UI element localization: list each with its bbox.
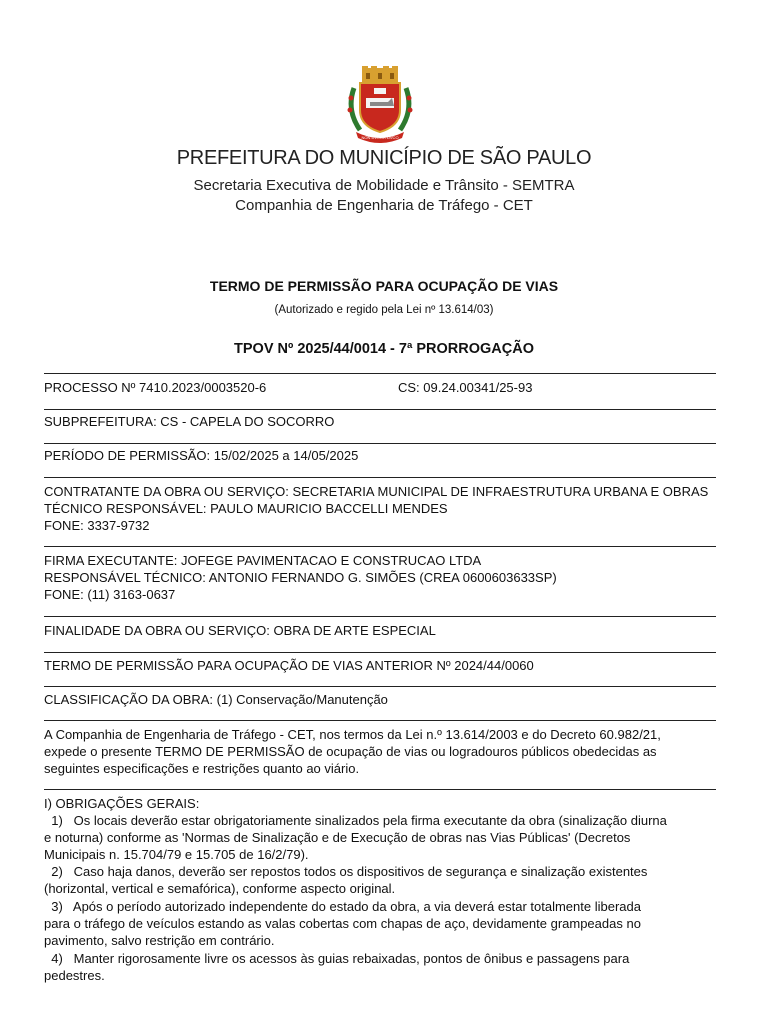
responsavel-tecnico-field: RESPONSÁVEL TÉCNICO: ANTONIO FERNANDO G. SIMÕES (CREA 0600603633SP): [44, 570, 557, 585]
contratante-field: CONTRATANTE DA OBRA OU SERVIÇO: SECRETARIA MUNICIPAL DE INFRAESTRUTURA URBANA E OBRAS: [44, 484, 709, 499]
header-subtitle-cet: Companhia de Engenharia de Tráfego - CET: [235, 197, 533, 214]
crest-motto: NON DVCOR DVCO: [361, 135, 399, 140]
obligations-heading: I) OBRIGAÇÕES GERAIS:: [44, 796, 200, 811]
fone-firma-field: FONE: (11) 3163-0637: [44, 587, 176, 602]
separator: [44, 616, 716, 617]
obligation-line: para o tráfego de veículos estando as valas cobertas com chapas de aço, devidamente grampeadas no: [44, 916, 641, 931]
obligation-line: pedestres.: [44, 968, 105, 983]
fone-contratante-field: FONE: 3337-9732: [44, 518, 150, 533]
obligation-line: Municipais n. 15.704/79 e 15.705 de 16/2/79).: [44, 847, 309, 862]
intro-line: expede o presente TERMO DE PERMISSÃO de ocupação de vias ou logradouros públicos obedecidas as: [44, 744, 657, 759]
header-title: PREFEITURA DO MUNICÍPIO DE SÃO PAULO: [176, 147, 592, 169]
separator: [44, 686, 716, 687]
separator: [44, 373, 716, 374]
intro-line: seguintes especificações e restrições quanto ao viário.: [44, 761, 360, 776]
obligation-line: 4) Manter rigorosamente livre os acessos às guias rebaixadas, pontos de ônibus e passagens para: [44, 951, 630, 966]
obligation-line: (horizontal, vertical e semafórica), conforme aspecto original.: [44, 881, 396, 896]
tpov-number: TPOV Nº 2025/44/0014 - 7ª PRORROGAÇÃO: [234, 341, 534, 357]
obligation-line: 3) Após o período autorizado independente do estado da obra, a via deverá estar totalmente liberada: [44, 899, 641, 914]
header-subtitle-semtra: Secretaria Executiva de Mobilidade e Trânsito - SEMTRA: [193, 177, 575, 194]
obligation-line: pavimento, salvo restrição em contrário.: [44, 933, 275, 948]
processo-field: PROCESSO Nº 7410.2023/0003520-6: [44, 380, 267, 395]
cs-field: CS: 09.24.00341/25-93: [398, 380, 533, 395]
separator: [44, 789, 716, 790]
separator: [44, 409, 716, 410]
separator: [44, 477, 716, 478]
periodo-field: PERÍODO DE PERMISSÃO: 15/02/2025 a 14/05/2025: [44, 448, 359, 463]
sao-paulo-coat-of-arms-icon: [344, 66, 416, 144]
obligation-line: 2) Caso haja danos, deverão ser repostos todos os dispositivos de segurança e sinalização existentes: [44, 864, 648, 879]
intro-line: A Companhia de Engenharia de Tráfego - CET, nos termos da Lei n.º 13.614/2003 e do Decreto 60.982/21,: [44, 727, 661, 742]
separator: [44, 652, 716, 653]
subprefeitura-field: SUBPREFEITURA: CS - CAPELA DO SOCORRO: [44, 414, 335, 429]
separator: [44, 546, 716, 547]
obligation-line: 1) Os locais deverão estar obrigatoriamente sinalizados pela firma executante da obra (sinalização diurna: [44, 813, 667, 828]
obligation-line: e noturna) conforme as 'Normas de Sinalização e de Execução de obras nas Vias Públicas' (Decretos: [44, 830, 631, 845]
document-title: TERMO DE PERMISSÃO PARA OCUPAÇÃO DE VIAS: [209, 278, 559, 294]
legal-note: (Autorizado e regido pela Lei nº 13.614/03): [274, 304, 494, 316]
termo-anterior-field: TERMO DE PERMISSÃO PARA OCUPAÇÃO DE VIAS ANTERIOR Nº 2024/44/0060: [44, 658, 534, 673]
classificacao-field: CLASSIFICAÇÃO DA OBRA: (1) Conservação/Manutenção: [44, 692, 388, 707]
finalidade-field: FINALIDADE DA OBRA OU SERVIÇO: OBRA DE ARTE ESPECIAL: [44, 623, 436, 638]
tecnico-responsavel-field: TÉCNICO RESPONSÁVEL: PAULO MAURICIO BACCELLI MENDES: [44, 501, 448, 516]
firma-executante-field: FIRMA EXECUTANTE: JOFEGE PAVIMENTACAO E CONSTRUCAO LTDA: [44, 553, 482, 568]
separator: [44, 443, 716, 444]
separator: [44, 720, 716, 721]
